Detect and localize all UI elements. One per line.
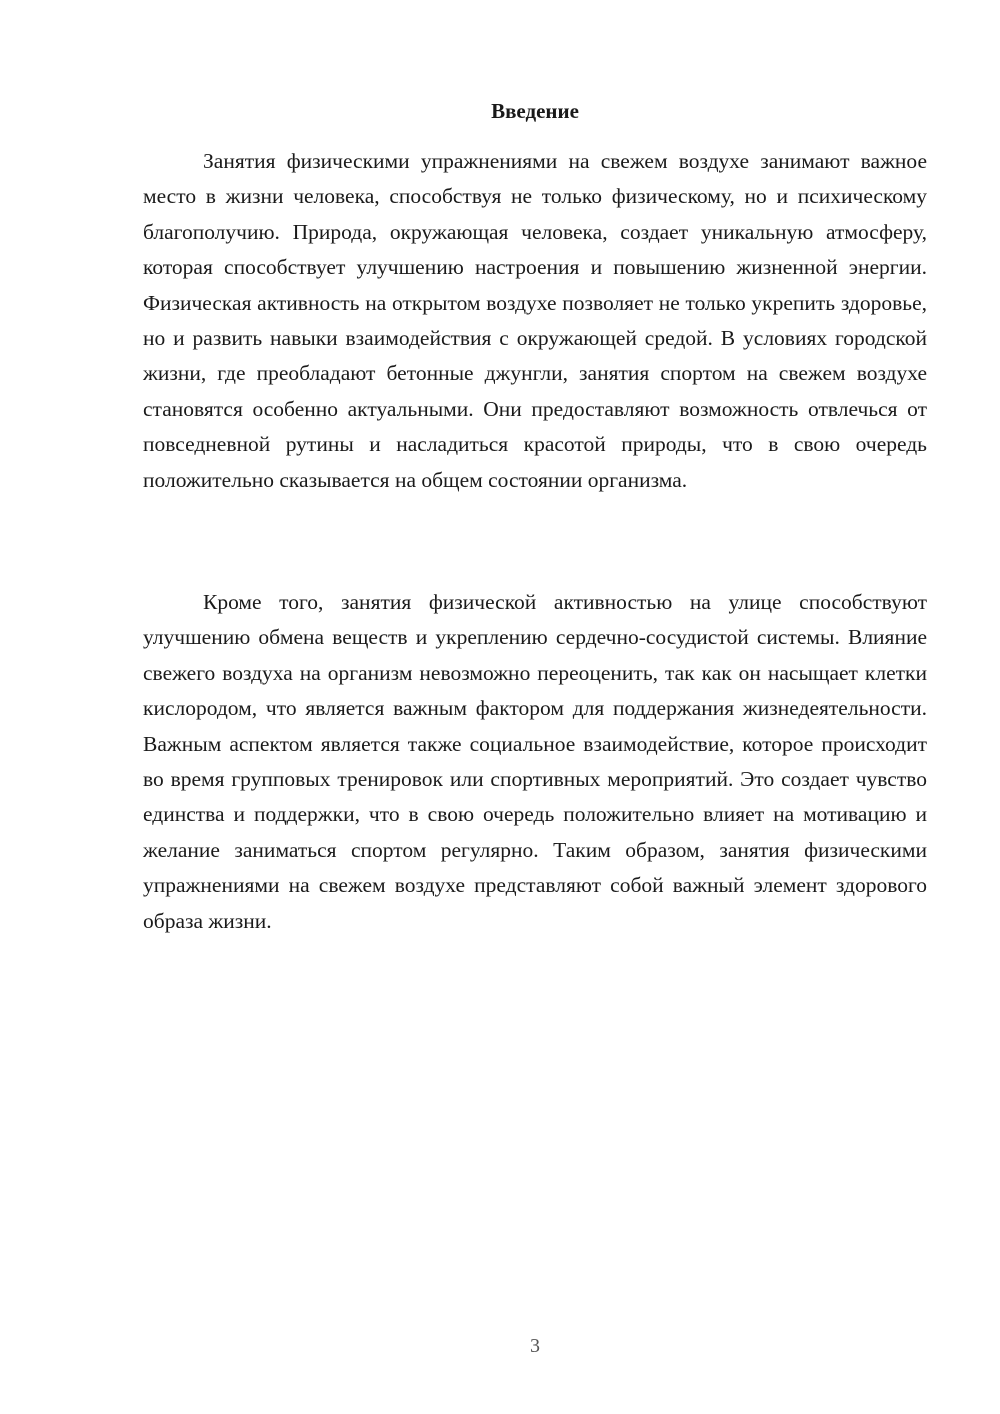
page-number: 3 [530,1335,540,1357]
paragraph-1: Занятия физическими упражнениями на свежем воздухе занимают важное место в жизни человека, способствуя не только физическому, но и психическому благополучию. Природа, окружающая человека, создает уникальную атмосферу, которая способствует улучшению настроения и повышению жизненной энергии. Физическая активность на открытом воздухе позволяет не только укрепить здоровье, но и развить навыки взаимодействия с окружающей средой. В условиях городской жизни, где преобладают бетонные джунгли, занятия спортом на свежем воздухе становятся особенно актуальными. Они предоставляют возможность отвлечься от повседневной рутины и насладиться красотой природы, что в свою очередь положительно сказывается на общем состоянии организма. [143,149,927,492]
section-title: Введение [491,99,579,123]
paragraph-2: Кроме того, занятия физической активностью на улице способствуют улучшению обмена веществ и укреплению сердечно-сосудистой системы. Влияние свежего воздуха на организм невозможно переоценить, так как он насыщает клетки кислородом, что является важным фактором для поддержания жизнедеятельности. Важным аспектом является также социальное взаимодействие, которое происходит во время групповых тренировок или спортивных мероприятий. Это создает чувство единства и поддержки, что в свою очередь положительно влияет на мотивацию и желание заниматься спортом регулярно. Таким образом, занятия физическими упражнениями на свежем воздухе представляют собой важный элемент здорового образа жизни. [143,590,927,933]
